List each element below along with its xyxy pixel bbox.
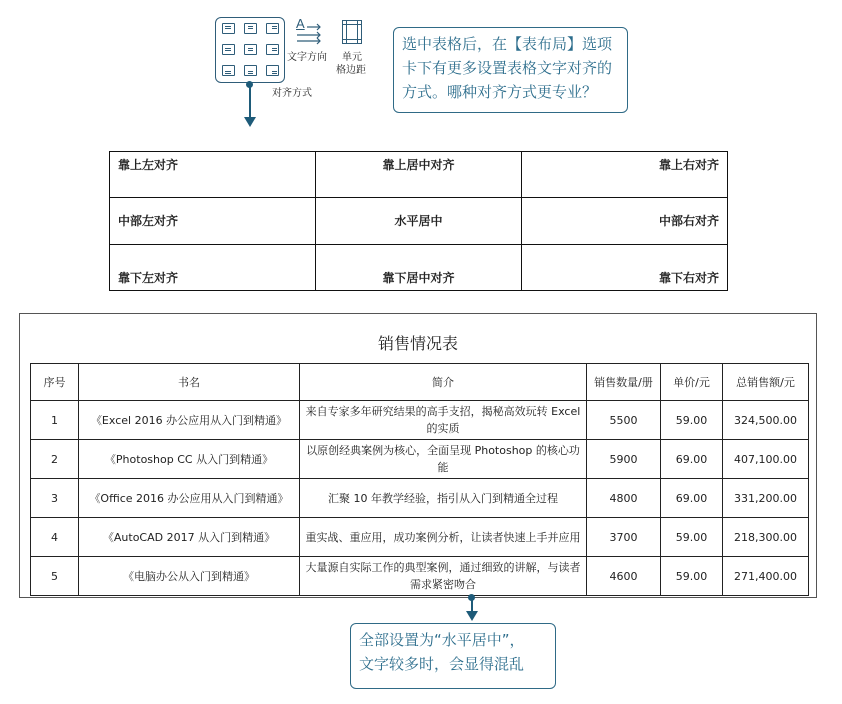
align-middle-left-icon[interactable] [222, 44, 235, 55]
cell-no[interactable]: 1 [31, 401, 79, 440]
arrow-lines-icon [296, 19, 324, 47]
callout-top-line1: 选中表格后，在【表布局】选项 [402, 35, 613, 53]
demo-cell-top-center[interactable]: 靠上居中对齐 [316, 152, 522, 198]
align-top-right-icon[interactable] [266, 23, 279, 34]
align-top-left-icon[interactable] [222, 23, 235, 34]
arrow-down-icon [243, 116, 257, 128]
callout-top [393, 27, 628, 113]
alignment-demo-table [109, 151, 728, 291]
cell-total[interactable]: 218,300.00 [723, 518, 809, 557]
header-name: 书名 [79, 364, 300, 401]
cell-intro[interactable]: 重实战、重应用，成功案例分析，让读者快速上手并应用 [300, 518, 587, 557]
cell-price[interactable]: 69.00 [661, 479, 723, 518]
callout-bottom-line2: 文字较多时，会显得混乱 [359, 655, 525, 673]
cell-name[interactable]: 《Photoshop CC 从入门到精通》 [79, 440, 300, 479]
sales-table [30, 363, 809, 596]
cell-qty[interactable]: 5900 [587, 440, 661, 479]
cell-name[interactable]: 《AutoCAD 2017 从入门到精通》 [79, 518, 300, 557]
align-bottom-center-icon[interactable] [244, 65, 257, 76]
cell-qty[interactable]: 5500 [587, 401, 661, 440]
text-direction-glyph: A [296, 16, 305, 31]
cell-name[interactable]: 《Office 2016 办公应用从入门到精通》 [79, 479, 300, 518]
callout-bottom-line1: 全部设置为“水平居中”， [359, 631, 525, 649]
table-row [31, 440, 809, 479]
align-grid-icon[interactable] [215, 17, 285, 83]
demo-cell-middle-right[interactable]: 中部右对齐 [522, 198, 728, 244]
align-bottom-right-icon[interactable] [266, 65, 279, 76]
demo-cell-top-right[interactable]: 靠上右对齐 [522, 152, 728, 198]
header-total: 总销售额/元 [723, 364, 809, 401]
table-row [31, 557, 809, 596]
demo-cell-middle-center[interactable]: 水平居中 [316, 198, 522, 244]
cell-price[interactable]: 59.00 [661, 557, 723, 596]
cell-total[interactable]: 331,200.00 [723, 479, 809, 518]
alignment-label: 对齐方式 [272, 88, 312, 99]
cell-no[interactable]: 4 [31, 518, 79, 557]
align-middle-center-icon[interactable] [244, 44, 257, 55]
cell-margin-label-2: 格边距 [336, 65, 366, 76]
cell-intro[interactable]: 来自专家多年研究结果的高手支招，揭秘高效玩转 Excel 的实质 [300, 401, 587, 440]
text-direction-label: 文字方向 [287, 52, 327, 63]
cell-qty[interactable]: 3700 [587, 518, 661, 557]
table-header-row [31, 364, 809, 401]
cell-total[interactable]: 271,400.00 [723, 557, 809, 596]
cell-intro[interactable]: 汇聚 10 年教学经验，指引从入门到精通全过程 [300, 479, 587, 518]
cell-no[interactable]: 3 [31, 479, 79, 518]
cell-price[interactable]: 59.00 [661, 518, 723, 557]
demo-cell-bottom-center[interactable]: 靠下居中对齐 [316, 244, 522, 290]
cell-intro[interactable]: 以原创经典案例为核心，全面呈现 Photoshop 的核心功能 [300, 440, 587, 479]
cell-no[interactable]: 2 [31, 440, 79, 479]
arrow-down-icon [465, 610, 479, 622]
table-row [31, 401, 809, 440]
sales-table-card [19, 313, 817, 598]
demo-cell-top-left[interactable]: 靠上左对齐 [110, 152, 316, 198]
header-intro: 简介 [300, 364, 587, 401]
cell-margin-icon[interactable] [342, 20, 362, 44]
demo-cell-bottom-left[interactable]: 靠下左对齐 [110, 244, 316, 290]
callout-bottom [350, 623, 556, 689]
callout-top-line3: 方式。哪种对齐方式更专业？ [402, 83, 598, 101]
header-qty: 销售数量/册 [587, 364, 661, 401]
cell-name[interactable]: 《电脑办公从入门到精通》 [79, 557, 300, 596]
cell-no[interactable]: 5 [31, 557, 79, 596]
text-direction-icon[interactable] [296, 16, 322, 45]
cell-qty[interactable]: 4600 [587, 557, 661, 596]
align-top-center-icon[interactable] [244, 23, 257, 34]
sales-table-title: 销售情况表 [377, 334, 458, 353]
header-no: 序号 [31, 364, 79, 401]
cell-name[interactable]: 《Excel 2016 办公应用从入门到精通》 [79, 401, 300, 440]
demo-cell-middle-left[interactable]: 中部左对齐 [110, 198, 316, 244]
table-row [31, 479, 809, 518]
header-price: 单价/元 [661, 364, 723, 401]
cell-total[interactable]: 407,100.00 [723, 440, 809, 479]
cell-total[interactable]: 324,500.00 [723, 401, 809, 440]
connector-line-top [249, 86, 251, 119]
table-row [31, 518, 809, 557]
align-bottom-left-icon[interactable] [222, 65, 235, 76]
cell-price[interactable]: 59.00 [661, 401, 723, 440]
callout-top-line2: 卡下有更多设置表格文字对齐的 [402, 59, 613, 77]
demo-cell-bottom-right[interactable]: 靠下右对齐 [522, 244, 728, 290]
cell-intro[interactable]: 大量源自实际工作的典型案例，通过细致的讲解，与读者需求紧密吻合 [300, 557, 587, 596]
cell-qty[interactable]: 4800 [587, 479, 661, 518]
align-middle-right-icon[interactable] [266, 44, 279, 55]
cell-price[interactable]: 69.00 [661, 440, 723, 479]
cell-margin-label-1: 单元 [342, 52, 362, 63]
